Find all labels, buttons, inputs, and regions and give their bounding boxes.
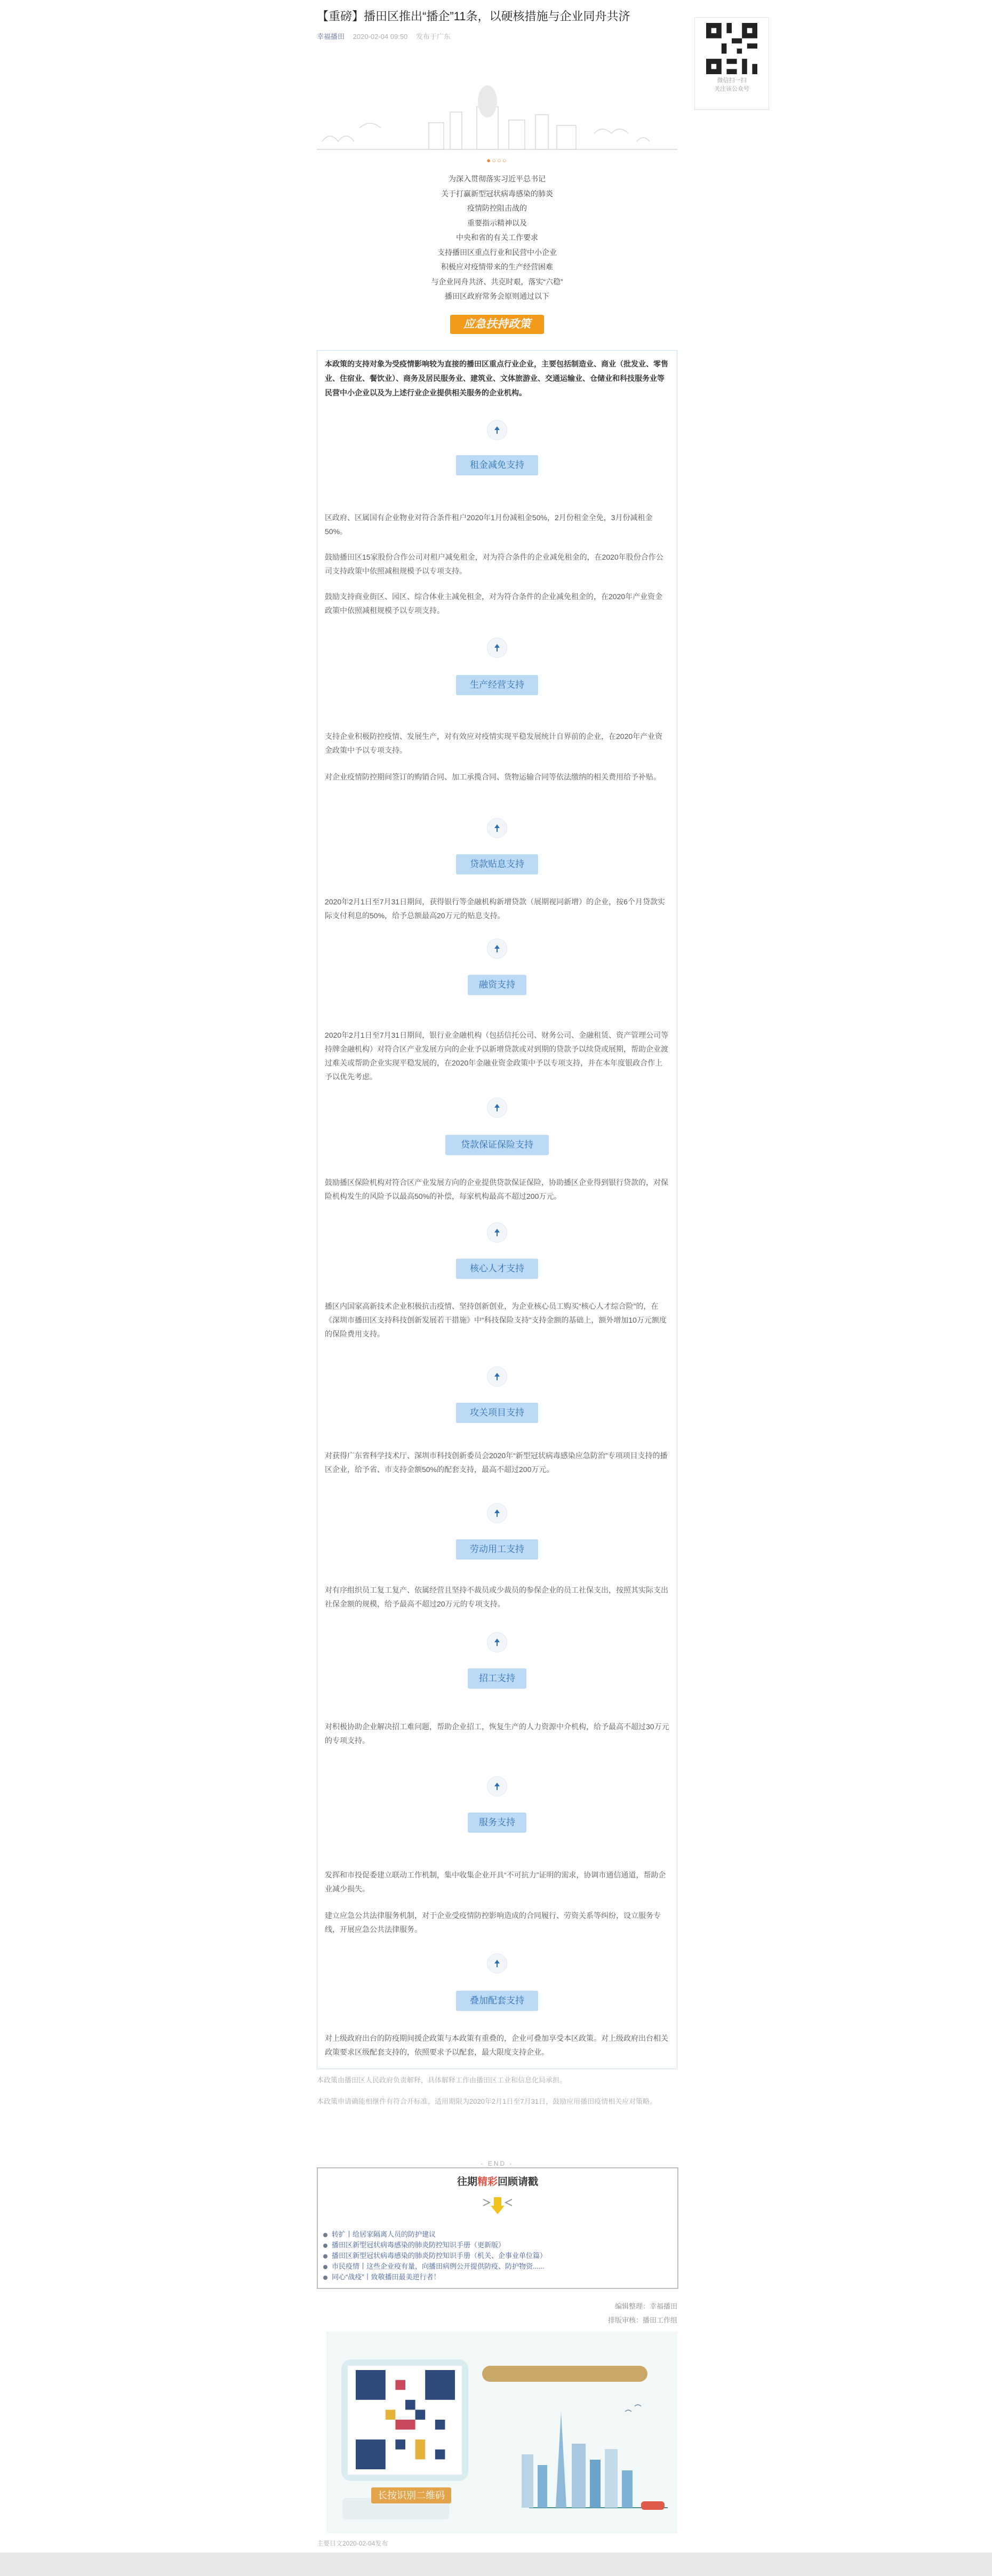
past-article-link[interactable]: 市民疫情丨这些企业疫有量，向播田病例公开提供防疫、防护物资...... — [332, 2262, 545, 2270]
past-articles-list — [323, 2229, 665, 2283]
past-title-prefix: 往期 — [457, 2176, 477, 2188]
article-title: 【重磅】播田区推出“播企”11条，以硬核措施与企业同舟共济 — [317, 10, 630, 23]
poem-line: 积极应对疫情带来的生产经营困难 — [441, 263, 553, 271]
section-paragraph: 区政府、区属国有企业物业对符合条件租户2020年1月份减租金50%，2月份租金全免，3月份减租金50%。 — [325, 513, 653, 536]
publish-date: 2020-02-04 09:50 — [353, 33, 408, 41]
section-number-icon — [487, 1953, 507, 1974]
past-article-link[interactable]: 转扩丨给居家隔离人员的防护建议 — [332, 2230, 436, 2238]
end-marker: - END - — [481, 2160, 514, 2167]
poem-line: 中央和省的有关工作要求 — [456, 233, 538, 242]
poem-line: 支持播田区重点行业和民营中小企业 — [437, 248, 557, 257]
poster-date: 主要日文2020-02-04发布 — [317, 2540, 388, 2547]
footnote: 本政策由播田区人民政府负责解释，具体解释工作由播田区工业和信息化局承担。 — [317, 2076, 567, 2084]
past-articles-box — [317, 2167, 678, 2289]
policy-box — [317, 350, 677, 2069]
press-to-scan-label: 长按识别二维码 — [371, 2487, 451, 2503]
past-title-hot: 精彩 — [477, 2176, 498, 2188]
section-label-guarantee-insurance: 贷款保证保险支持 — [445, 1135, 549, 1155]
section-number-icon — [487, 818, 507, 838]
list-item[interactable] — [323, 2251, 665, 2261]
list-item[interactable] — [323, 2229, 665, 2240]
qr-caption-follow: 关注该公众号 — [714, 86, 749, 92]
section-paragraph: 对企业疫情防控期间签订的购销合同、加工承揽合同、货物运输合同等依法缴纳的相关费用给予补贴。 — [325, 773, 661, 781]
section-label-recruitment: 招工支持 — [468, 1668, 526, 1689]
section-paragraph: 2020年2月1日至7月31日期间，银行业金融机构（包括信托公司、财务公司、金融租赁、资产管理公司等持牌金融机构）对符合区产业发展方向的企业予以新增贷款或对到期的贷款予以续贷或展期，帮助企业渡过难关或帮助企业实现平稳发展的，在2020年金融业资金政策中予以专项支持，并在本年度银政合作上予以优先考虑。 — [325, 1031, 669, 1081]
past-title-suffix: 回顾请戳 — [498, 2176, 539, 2188]
poem-line: 重要指示精神以及 — [467, 218, 527, 227]
publish-location: 发布于广东 — [415, 33, 451, 41]
intro-poem — [317, 172, 677, 304]
section-label-core-talent: 核心人才支持 — [456, 1259, 538, 1279]
section-paragraph: 鼓励播区保险机构对符合区产业发展方向的企业提供贷款保证保险，协助播区企业得到银行贷款的，对保险机构发生的风险予以最高50%的补偿，每家机构最高不超过200万元。 — [325, 1178, 668, 1200]
account-name[interactable]: 幸福播田 — [317, 33, 345, 41]
bullet-dot-icon — [323, 2276, 327, 2280]
section-paragraph: 鼓励播田区15家股份合作公司对租户减免租金，对为符合条件的企业减免租金的，在2020年股份合作公司支持政策中依照减租规模予以专项支持。 — [325, 553, 663, 575]
section-number-icon — [487, 939, 507, 959]
section-paragraph: 对积极协助企业解决招工难问题，帮助企业招工，恢复生产的人力资源中介机构，给予最高不超过30万元的专项支持。 — [325, 1722, 669, 1745]
section-paragraph: 2020年2月1日至7月31日期间，获得银行等金融机构新增贷款（展期视同新增）的企业，按6个月贷款实际支付利息的50%，给予总额最高20万元的贴息支持。 — [325, 897, 665, 920]
poem-line: 疫情防控阻击战的 — [467, 204, 527, 212]
section-number-icon — [487, 1222, 507, 1243]
hand-pointer-icon — [481, 2195, 514, 2216]
section-label-matching: 叠加配套支持 — [456, 1991, 538, 2011]
section-number-icon — [487, 1632, 507, 1652]
section-paragraph: 建立应急公共法律服务机制，对于企业受疫情防控影响造成的合同履行、劳资关系等纠纷，设立服务专线，开展应急公共法律服务。 — [325, 1911, 661, 1934]
section-paragraph: 对有序组织员工复工复产、依属经营且坚持不裁员或少裁员的参保企业的员工社保支出，按照其实际支出社保金额的规模，给予最高不超过20万元的专项支持。 — [325, 1586, 668, 1608]
qr-code-icon — [706, 23, 757, 74]
section-paragraph: 播区内国家高新技术企业积极抗击疫情、坚持创新创业，为企业核心员工购买“核心人才综合险”的，在《深圳市播田区支持科技创新发展若干措施》中“科技保险支持”支持金额的基础上，额外增加10万元额度的保险费用支持。 — [325, 1302, 667, 1338]
section-label-rent: 租金减免支持 — [456, 455, 538, 475]
poem-line: 为深入贯彻落实习近平总书记 — [449, 174, 546, 183]
slide-dots: ●○○○ — [486, 156, 508, 164]
section-label-service: 服务支持 — [468, 1812, 526, 1833]
section-number-icon — [487, 1366, 507, 1387]
section-number-icon — [487, 638, 507, 658]
footnote: 本政策申请确能相继件有符合开标准，适用期限为2020年2月1日至7月31日，鼓励应用播田疫情相关应对策略。 — [317, 2097, 657, 2105]
section-number-icon — [487, 1776, 507, 1796]
section-label-employment: 劳动用工支持 — [456, 1539, 538, 1560]
bullet-dot-icon — [323, 2265, 327, 2269]
banner-illustration — [317, 69, 677, 155]
section-paragraph: 对上级政府出台的防疫期间援企政策与本政策有重叠的，企业可叠加享受本区政策。对上级政府出台相关政策要求区级配套支持的，依照要求予以配套，最大限度支持企业。 — [325, 2034, 668, 2056]
section-label-operation: 生产经营支持 — [456, 675, 538, 695]
section-label-loan-interest: 贷款贴息支持 — [456, 854, 538, 874]
bullet-dot-icon — [323, 2233, 327, 2237]
bullet-dot-icon — [323, 2244, 327, 2248]
section-paragraph: 对获得广东省科学技术厅、深圳市科技创新委员会2020年“新型冠状病毒感染应急防治”专项项目支持的播区企业，给予省、市支持金额50%的配套支持，最高不超过200万元。 — [325, 1451, 668, 1474]
section-number-icon — [487, 1098, 507, 1118]
bullet-dot-icon — [323, 2254, 327, 2259]
list-item[interactable] — [323, 2261, 665, 2272]
review-credit: 排版审核：播田工作组 — [607, 2316, 677, 2324]
section-label-research-project: 攻关项目支持 — [456, 1403, 538, 1423]
poem-line: 与企业同舟共济、共克时艰，落实“六稳” — [431, 277, 563, 286]
past-articles-title — [318, 2174, 677, 2188]
list-item[interactable] — [323, 2272, 665, 2283]
article-meta — [317, 31, 457, 41]
editor-credit: 编辑整理：幸福播田 — [614, 2302, 677, 2310]
poem-line: 关于打赢新型冠状病毒感染的肺炎 — [441, 189, 553, 198]
past-article-link[interactable]: 同心“战疫”丨致敬播田最美逆行者！ — [332, 2273, 441, 2281]
list-item[interactable] — [323, 2240, 665, 2251]
section-paragraph: 鼓励支持商业街区、园区、综合体业主减免租金，对为符合条件的企业减免租金的，在2020年产业资金政策中依照减租规模予以专项支持。 — [325, 592, 663, 615]
bottom-bar — [0, 2553, 992, 2576]
poem-line: 播田区政府常务会原则通过以下 — [445, 292, 549, 300]
policy-intro: 本政策的支持对象为受疫情影响较为直接的播田区重点行业企业，主要包括制造业、商业（批发业、零售业、住宿业、餐饮业）、商务及居民服务业、建筑业、文体旅游业、交通运输业、仓储业和科技服务业等民营中小企业以及为上述行业企业提供相关服务的企业机构。 — [325, 360, 668, 397]
past-article-link[interactable]: 播田区新型冠状病毒感染的肺炎防控知识手册（更新版） — [332, 2241, 506, 2249]
emergency-policy-stamp: 应急扶持政策 — [450, 315, 544, 334]
section-paragraph: 发挥和市投促委建立联动工作机制，集中收集企业开具“不可抗力”证明的需求，协调市通信通道，帮助企业减少损失。 — [325, 1871, 666, 1893]
section-number-icon — [487, 1503, 507, 1523]
side-qr-card — [694, 17, 769, 110]
qr-caption-scan: 微信扫一扫 — [717, 77, 747, 84]
section-paragraph: 支持企业积极防控疫情、发展生产，对有效应对疫情实现平稳发展统计自界前的企业，在2020年产业资金政策中予以专项支持。 — [325, 732, 663, 754]
poster-qr-code-icon — [352, 2370, 459, 2469]
section-label-financing: 融资支持 — [468, 975, 526, 995]
past-article-link[interactable]: 播田区新型冠状病毒感染的肺炎防控知识手册（机关、企事业单位篇） — [332, 2252, 547, 2260]
follow-poster — [326, 2332, 677, 2533]
section-number-icon — [487, 420, 507, 440]
